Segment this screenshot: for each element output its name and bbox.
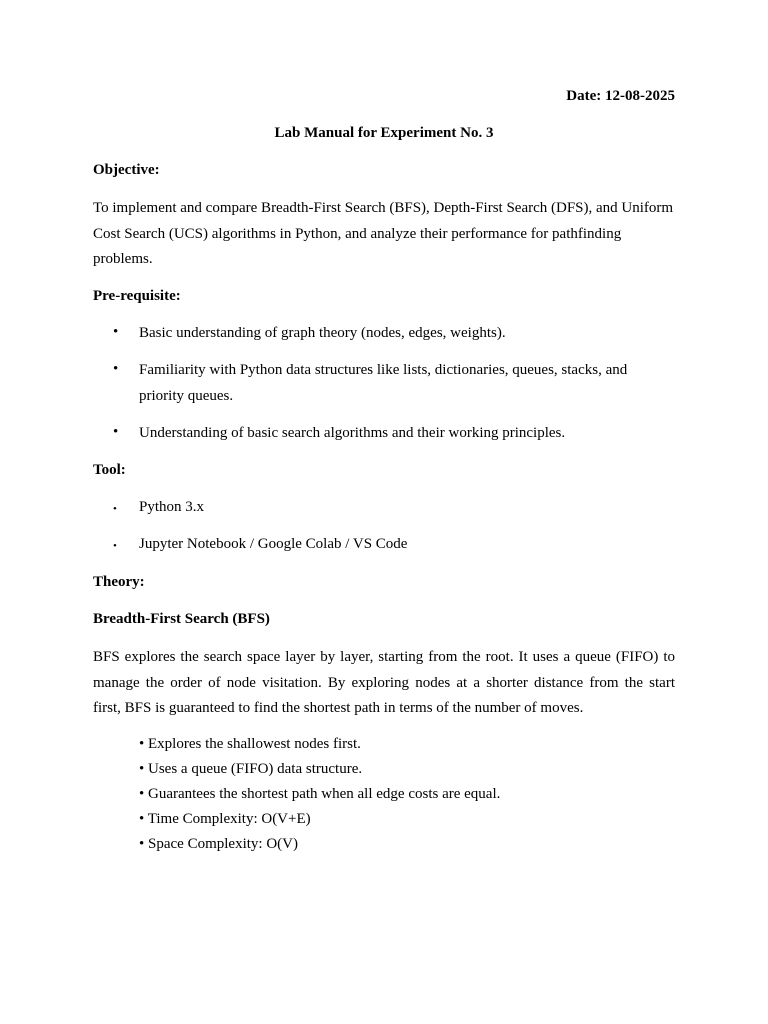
date-line: Date: 12-08-2025 <box>566 88 675 104</box>
objective-text: To implement and compare Breadth-First Search (BFS), Depth-First Search (DFS), and Uniform Cost Search (UCS) algorithms in Python, and analyze their performance for pathfinding problems. <box>93 200 674 267</box>
bfs-point: • Guarantees the shortest path when all edge costs are equal. <box>139 786 501 802</box>
bfs-point: • Time Complexity: O(V+E) <box>139 811 311 827</box>
bullet-icon: • <box>113 324 119 340</box>
bullet-icon: • <box>113 361 119 377</box>
bfs-point: • Uses a queue (FIFO) data structure. <box>139 761 363 777</box>
prerequisite-item: Basic understanding of graph theory (nodes, edges, weights). <box>139 325 506 341</box>
bfs-text-line: BFS explores the search space layer by layer, starting from the root. It uses a queue (FIFO) to <box>93 649 675 665</box>
bullet-icon: • <box>113 540 117 552</box>
bullet-icon: • <box>113 503 117 515</box>
theory-heading: Theory: <box>93 574 145 590</box>
bfs-text-line: manage the order of node visitation. By exploring nodes at a shorter distance from the start <box>93 674 675 691</box>
bfs-paragraph <box>93 645 675 722</box>
tool-item: Python 3.x <box>139 499 205 515</box>
bfs-text-line: first, BFS is guaranteed to find the shortest path in terms of the number of moves. <box>93 700 584 717</box>
prerequisite-item: Familiarity with Python data structures like lists, dictionaries, queues, stacks, and priority queues. <box>139 362 628 404</box>
tool-item: Jupyter Notebook / Google Colab / VS Code <box>139 536 408 552</box>
tool-heading: Tool: <box>93 462 126 478</box>
bfs-point: • Space Complexity: O(V) <box>139 836 298 852</box>
prerequisite-item: Understanding of basic search algorithms and their working principles. <box>139 425 566 441</box>
bullet-icon: • <box>113 424 119 440</box>
objective-heading: Objective: <box>93 162 160 178</box>
prerequisite-heading: Pre-requisite: <box>93 288 181 304</box>
bfs-point: • Explores the shallowest nodes first. <box>139 736 361 752</box>
bfs-heading: Breadth-First Search (BFS) <box>93 611 270 627</box>
document-title: Lab Manual for Experiment No. 3 <box>274 125 494 141</box>
